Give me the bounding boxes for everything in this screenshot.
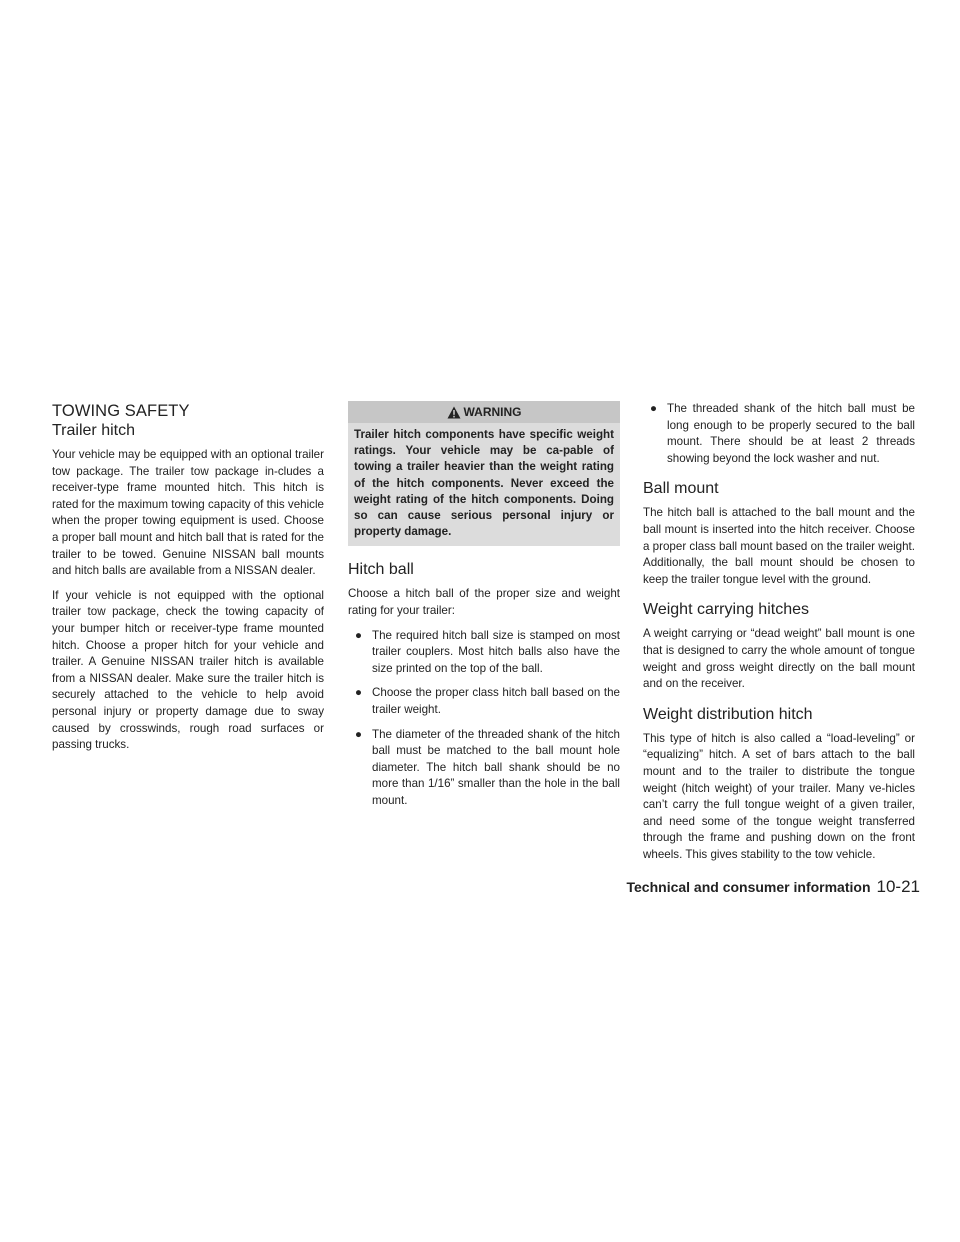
paragraph-trailer-hitch-2: If your vehicle is not equipped with the optional trailer tow package, check the towing capacity of your bumper hitch or receiver-type frame mounted hitch. Choose a proper hitch for your vehicle and trailer. A Genuine NISSAN trailer hitch is available from a NISSAN dealer. Make sure the trailer hitch is securely attached to the vehicle to help avoid personal injury or property damage due to sway caused by crosswinds, rough road surfaces or passing trucks. bbox=[52, 588, 324, 752]
warning-text: Trailer hitch components have specific weight ratings. Your vehicle may be ca-pable of towing a trailer heavier than the weight rating of the hitch components. Never exceed the weight rating of the hitch components. Doing so can cause serious personal injury or property damage. bbox=[354, 428, 614, 539]
list-item-text: Choose the proper class hitch ball based on the trailer weight. bbox=[372, 686, 620, 716]
section-title: TOWING SAFETY bbox=[52, 402, 190, 420]
bullet-icon: ● bbox=[355, 628, 363, 642]
list-item bbox=[348, 685, 620, 718]
list-item bbox=[348, 727, 620, 810]
column-3 bbox=[643, 401, 915, 871]
page-number: 10-21 bbox=[876, 877, 920, 896]
paragraph-weight-carrying: A weight carrying or “dead weight” ball mount is one that is designed to carry the whole amount of tongue weight and gross weight directly on the ball mount and on the receiver. bbox=[643, 627, 915, 691]
heading-hitch-ball: Hitch ball bbox=[348, 561, 414, 579]
paragraph-trailer-hitch-1: Your vehicle may be equipped with an optional trailer tow package. The trailer tow package in-cludes a receiver-type frame mounted hitch. This hitch is rated for the maximum towing capacity of this vehicle when the proper towing equipment is used. Choose a proper ball mount and hitch ball that is rated for the trailer to be towed. Genuine NISSAN ball mounts and hitch balls are available from a NISSAN dealer. bbox=[52, 448, 324, 578]
hitch-ball-list bbox=[348, 628, 620, 810]
column-1 bbox=[52, 401, 324, 762]
bullet-icon: ● bbox=[355, 727, 363, 741]
list-item-text: The threaded shank of the hitch ball must be long enough to be properly secured to the ball mount. There should be at least 2 threads showing beyond the lock washer and nut. bbox=[667, 402, 915, 465]
column-2 bbox=[348, 401, 620, 818]
list-item-text: The diameter of the threaded shank of the hitch ball must be matched to the ball mount hole diameter. The hitch ball shank should be no more than 1/16” smaller than the hole in the ball mount. bbox=[372, 727, 620, 807]
paragraph-ball-mount: The hitch ball is attached to the ball mount and the ball mount is inserted into the hitch receiver. Choose a proper class ball mount based on the trailer weight. Additionally, the ball mount should be chosen to keep the trailer tongue level with the ground. bbox=[643, 506, 915, 586]
paragraph-weight-distribution: This type of hitch is also called a “load-leveling” or “equalizing” hitch. A set of bars attach to the ball mount and to the trailer to distribute the tongue weight (hitch weight) of your trailer. Many ve-hicles can’t carry the full tongue weight of a given trailer, and need some of the tongue weight transferred through the frame and pushing down on the front wheels. This gives stability to the tow vehicle. bbox=[643, 731, 915, 861]
footer-section-title: Technical and consumer information bbox=[626, 879, 871, 895]
bullet-icon: ● bbox=[355, 686, 363, 700]
heading-weight-distribution: Weight distribution hitch bbox=[643, 705, 813, 723]
list-item bbox=[643, 401, 915, 467]
list-item-text: The required hitch ball size is stamped on most trailer couplers. Most hitch balls also have the size printed on the top of the ball. bbox=[372, 628, 620, 675]
heading-weight-carrying: Weight carrying hitches bbox=[643, 601, 809, 619]
hitch-ball-list-continued bbox=[643, 401, 915, 467]
bullet-icon: ● bbox=[650, 402, 658, 415]
page-footer bbox=[627, 877, 921, 897]
warning-header bbox=[348, 401, 620, 423]
warning-label: WARNING bbox=[463, 405, 522, 419]
warning-box bbox=[348, 401, 620, 546]
hitch-ball-intro: Choose a hitch ball of the proper size and weight rating for your trailer: bbox=[348, 587, 620, 618]
list-item bbox=[348, 628, 620, 678]
heading-ball-mount: Ball mount bbox=[643, 480, 719, 498]
warning-icon bbox=[447, 406, 461, 419]
heading-trailer-hitch: Trailer hitch bbox=[52, 422, 135, 439]
